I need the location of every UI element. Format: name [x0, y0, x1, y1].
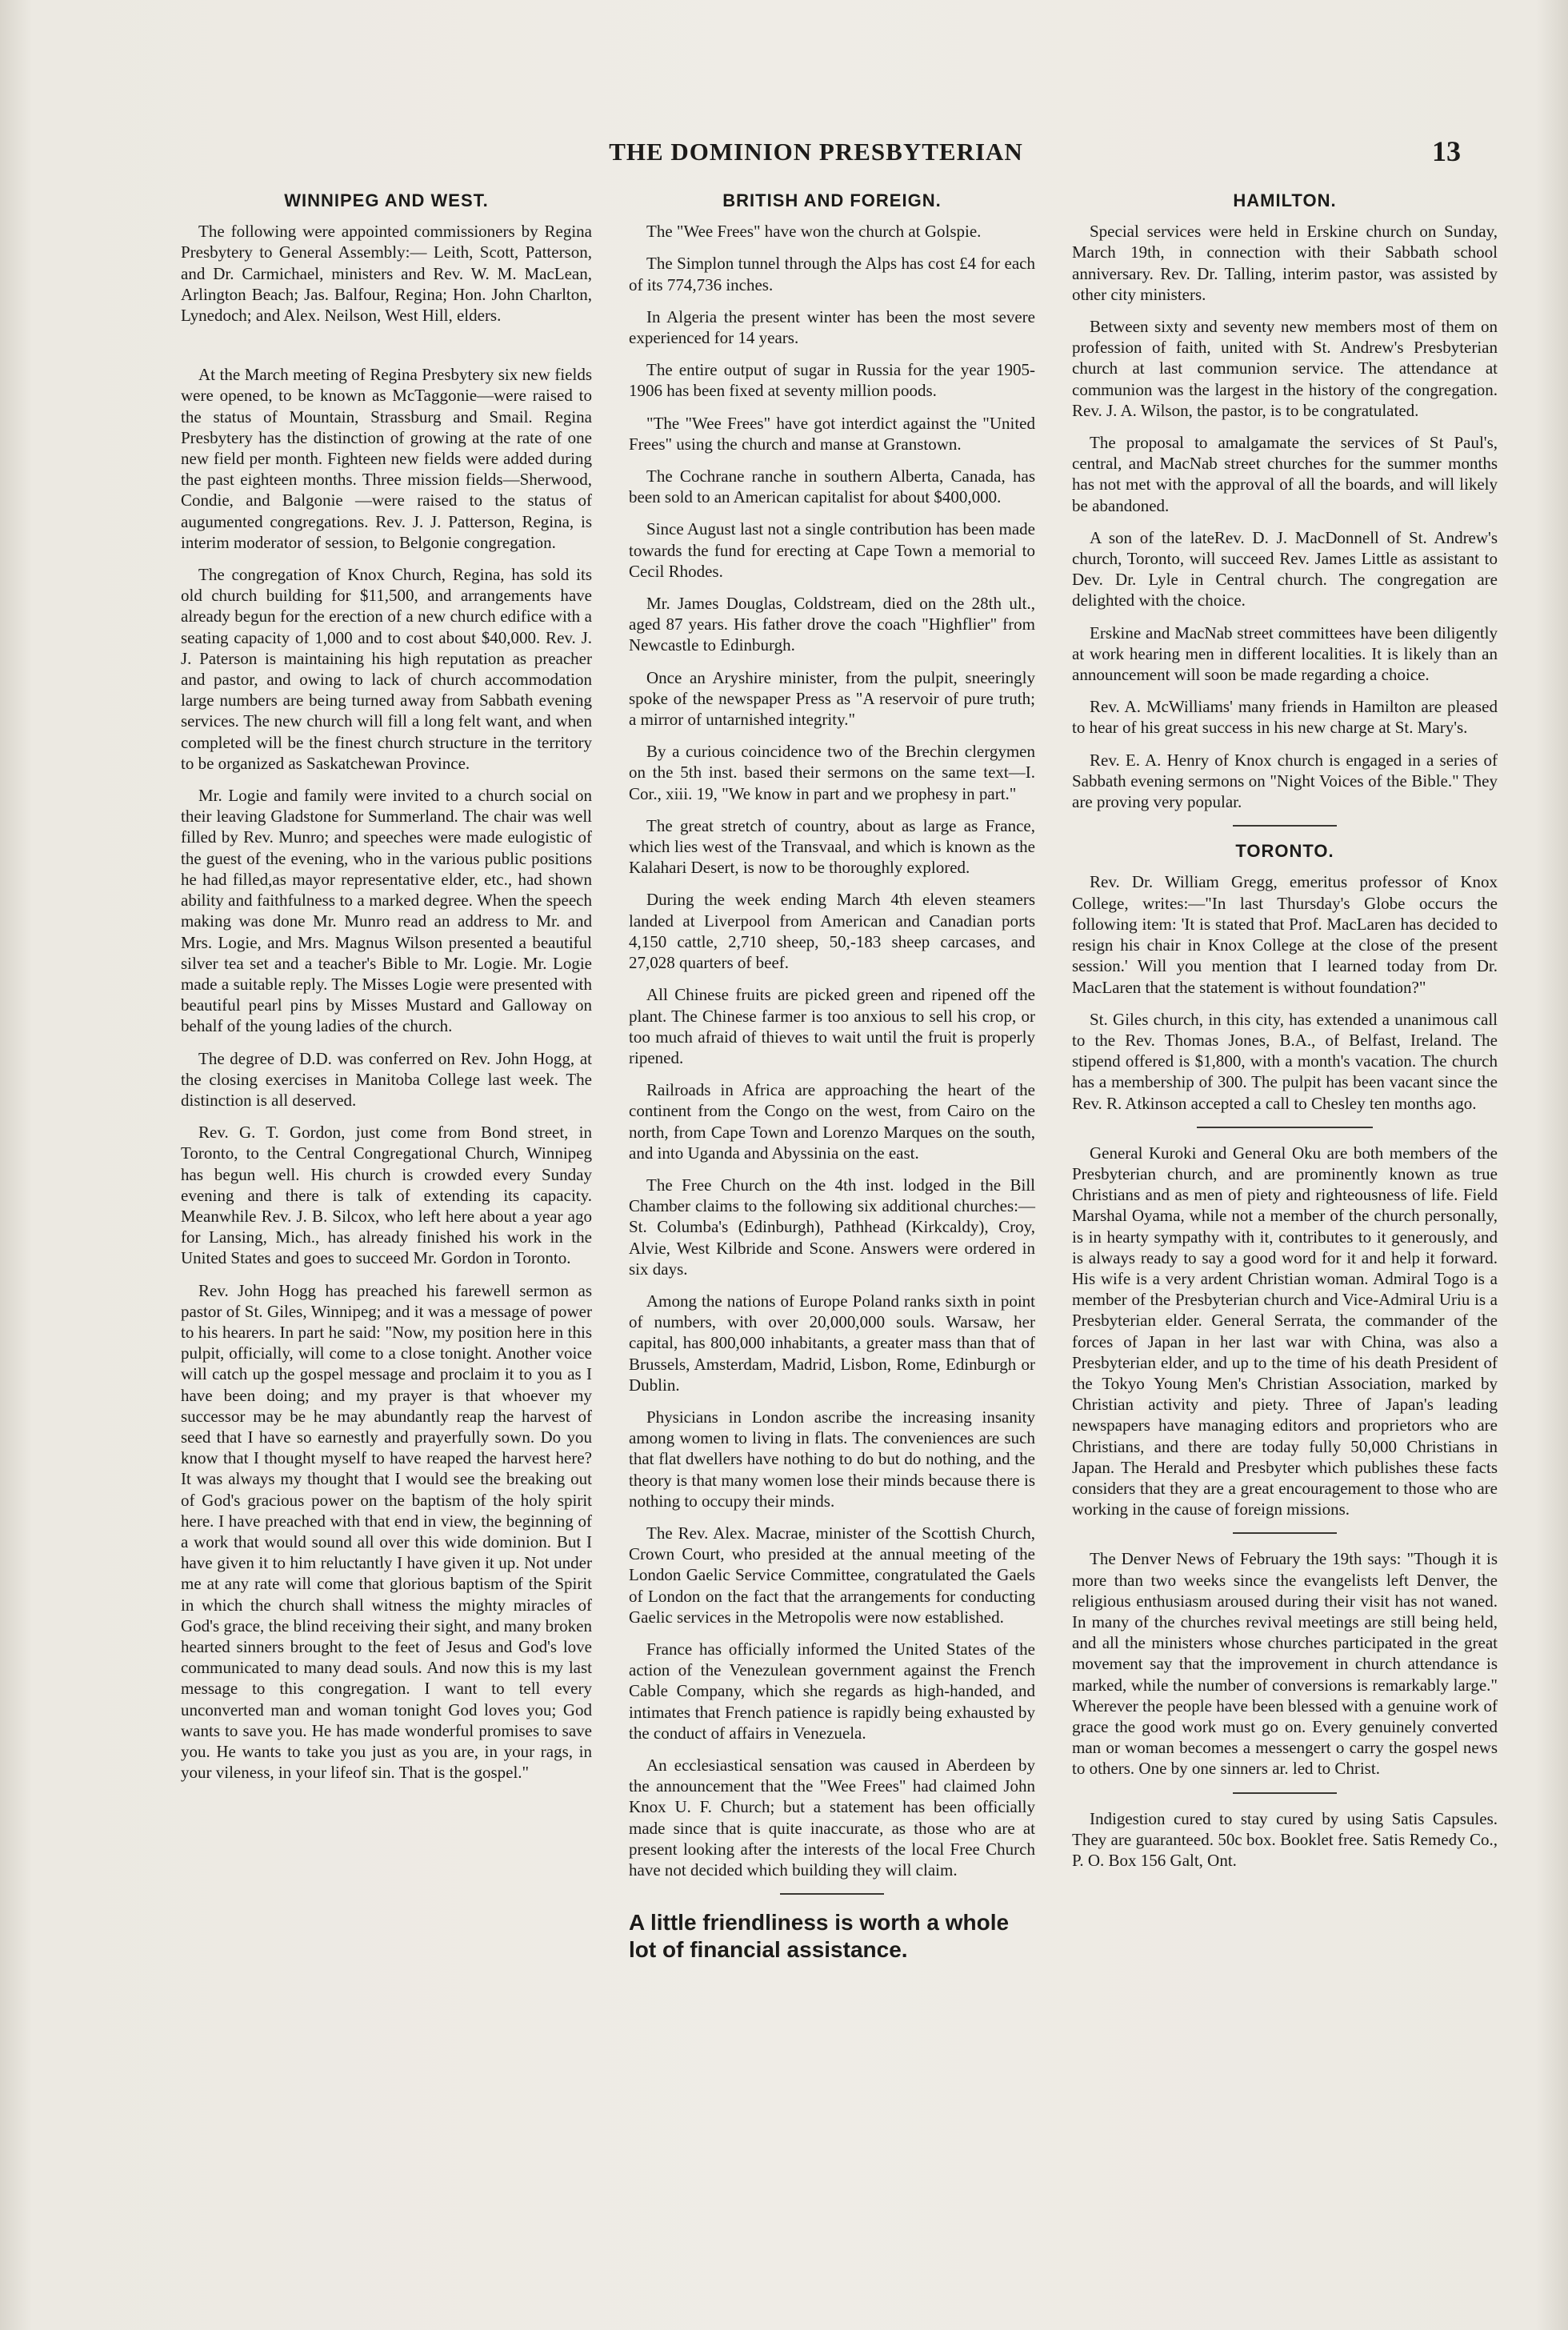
article-paragraph: Rev. A. McWilliams' many friends in Hamilton are pleased to hear of his great success in his new charge at St. Mary's. [1072, 697, 1498, 738]
article-paragraph: During the week ending March 4th eleven steamers landed at Liverpool from American and Canadian ports 4,150 cattle, 2,710 sheep, 50,-183 sheep carcases, and 27,028 quarters of beef. [629, 890, 1035, 973]
divider [780, 1893, 884, 1895]
article-paragraph: Between sixty and seventy new members most of them on profession of faith, united with St. Andrew's Presbyterian church at last communion service. The attendance at communion was the largest in the history of the congregation. Rev. J. A. Wilson, the pastor, is to be congratulated. [1072, 317, 1498, 420]
article-paragraph: Once an Aryshire minister, from the pulpit, sneeringly spoke of the newspaper Press as "A reservoir of pure truth; a mirror of untarnished integrity." [629, 667, 1035, 730]
article-paragraph: The following were appointed commissioners by Regina Presbytery to General Assembly:— Leith, Scott, Patterson, and Dr. Carmichael, ministers and Rev. W. M. MacLean, Arlington Beach; Jas. Balfour, Regina; Hon. John Charlton, Lynedoch; and Alex. Neilson, West Hill, elders. [181, 222, 592, 326]
article-paragraph: By a curious coincidence two of the Brechin clergymen on the 5th inst. based their sermons on the same text—I. Cor., xiii. 19, "We know in part and we prophesy in part." [629, 742, 1035, 803]
article-paragraph: The proposal to amalgamate the services of St Paul's, central, and MacNab street churches for the summer months has not met with the approval of all the boards, and will likely be abandoned. [1072, 433, 1498, 515]
article-paragraph: Mr. James Douglas, Coldstream, died on the 28th ult., aged 87 years. His father drove the coach "Highflier" from Newcastle to Edinburgh. [629, 594, 1035, 655]
article-paragraph: The Denver News of February the 19th says: "Though it is more than two weeks since the evangelists left Denver, the religious enthusiasm aroused during their visit has not waned. In many of the churches revival meetings are still being held, and all the ministers whose churches participated in the great movement say that the improvement in church attendance is marked, while the number of conversions is remarkably large." Wherever the people have been blessed with a genuine work of grace the good work must go on. Every genuinely converted man or woman becomes a messengert o carry the gospel news to others. One by one sinners ar. led to Christ. [1072, 1549, 1498, 1779]
article-paragraph: Erskine and MacNab street committees have been diligently at work hearing men in different localities. It is likely than an announcement will soon be made regarding a choice. [1072, 623, 1498, 685]
article-paragraph: "The "Wee Frees" have got interdict against the "United Frees" using the church and manse at Granstown. [629, 413, 1035, 454]
divider [1233, 1532, 1337, 1534]
article-paragraph: The degree of D.D. was conferred on Rev. John Hogg, at the closing exercises in Manitoba College last week. The distinction is all deserved. [181, 1048, 592, 1110]
page-title: THE DOMINION PRESBYTERIAN [609, 138, 1023, 166]
article-paragraph: France has officially informed the United States of the action of the Venezulean government against the French Cable Company, which she regards as high-handed, and intimates that French patience is rapidly being exhausted by the conduct of affairs in Venezuela. [629, 1639, 1035, 1743]
article-paragraph: Physicians in London ascribe the increasing insanity among women to living in flats. The conveniences are such that flat dwellers have nothing to do but do nothing, and the theory is that many women lose their minds because there is nothing to occupy their minds. [629, 1407, 1035, 1511]
article-paragraph: The Simplon tunnel through the Alps has cost £4 for each of its 774,736 inches. [629, 254, 1035, 294]
article-paragraph: Since August last not a single contribution has been made towards the fund for erecting at Cape Town a memorial to Cecil Rhodes. [629, 519, 1035, 581]
article-paragraph: The congregation of Knox Church, Regina, has sold its old church building for $11,500, and arrangements have already begun for the erection of a new church edifice with a seating capacity of 1,000 and to cost about $40,000. Rev. J. J. Paterson is maintaining his high reputation as preacher and pastor, and owing to lack of church accommodation large numbers are being turned away from Sabbath evening services. The new church will fill a long felt want, and when completed will be the finest church structure in the territory to be organized as Saskatchewan Province. [181, 565, 592, 773]
article-paragraph: Rev. John Hogg has preached his farewell sermon as pastor of St. Giles, Winnipeg; and it was a message of power to his hearers. In part he said: "Now, my position here in this pulpit, officially, will come to a close tonight. Another voice will catch up the gospel message and proclaim it to you as I have been doing; and my prayer is that whoever my successor may be he may abundantly reap the harvest of seed that I have so earnestly and prayerfully sown. Do you know that I thought myself to have reaped the harvest here? It was always my thought that I would see the breaking out of God's gracious power on the baptism of the holy spirit here. I have preached with that end in view, the beginning of a work that would sound all over this wide dominion. But I have given it to him reluctantly I have given it up. Not under me at any rate will come that glorious baptism of the Spirit in which the church shall witness the mighty miracles of God's grace, the blind receiving their sight, and many broken hearted sinners brought to the feet of Jesus and God's love communicated to many dead souls. And now this is my last message to this congregation. I want to tell every unconverted man and woman tonight God loves you; God wants to save you. He has made wonderful promises to save you. He wants to take you just as you are, in your rags, in your vileness, in your lifeof sin. That is the gospel." [181, 1280, 592, 1783]
article-paragraph: Rev. G. T. Gordon, just come from Bond street, in Toronto, to the Central Congregational Church, Winnipeg has begun well. His church is crowded every Sunday evening and there is talk of extending its capacity. Meanwhile Rev. J. B. Silcox, who left here about a year ago for Lansing, Mich., has already finished his work in the United States and goes to succeed Mr. Gordon in Toronto. [181, 1123, 592, 1268]
article-paragraph: In Algeria the present winter has been the most severe experienced for 14 years. [629, 306, 1035, 348]
article-paragraph: All Chinese fruits are picked green and ripened off the plant. The Chinese farmer is too anxious to sell his crop, or too much afraid of thieves to wait until the fruit is properly ripened. [629, 985, 1035, 1067]
article-paragraph: Railroads in Africa are approaching the heart of the continent from the Congo on the west, from Cairo on the north, from Cape Town and Lorenzo Marques on the south, and into Uganda and Abyssinia on the east. [629, 1080, 1035, 1163]
article-paragraph: Special services were held in Erskine church on Sunday, March 19th, in connection with their Sabbath school anniversary. Rev. Dr. Talling, interim pastor, was assisted by other city ministers. [1072, 222, 1498, 304]
article-paragraph: Rev. Dr. William Gregg, emeritus professor of Knox College, writes:—"In last Thursday's Globe occurs the following item: 'It is stated that Prof. MacLaren has decided to resign his chair in Knox College at the close of the present session.' Will you mention that I learned today from Dr. MacLaren that the statement is without foundation?" [1072, 872, 1498, 997]
article-paragraph: The entire output of sugar in Russia for the year 1905-1906 has been fixed at seventy million poods. [629, 360, 1035, 401]
article-paragraph: Among the nations of Europe Poland ranks sixth in point of numbers, with over 20,000,000 souls. Warsaw, her capital, has 800,000 inhabitants, a greater mass than that of Brussels, Amsterdam, Madrid, Lisbon, Rome, Edinburgh or Dublin. [629, 1291, 1035, 1395]
section-heading-hamilton: HAMILTON. [1233, 190, 1337, 210]
article-paragraph: At the March meeting of Regina Presbytery six new fields were opened, to be known as McTaggonie—were raised to the status of Mountain, Strassburg and Smail. Regina Presbytery has the distinction of growing at the rate of one new field per month. Fighteen new fields were added during the past eighteen months. Three mission fields—Sherwood, Condie, and Balgonie —were raised to the status of augumented congregations. Rev. J. J. Patterson, Regina, is interim moderator of session, to Belgonie congregation. [181, 365, 592, 552]
article-paragraph: The Rev. Alex. Macrae, minister of the Scottish Church, Crown Court, who presided at the annual meeting of the London Gaelic Service Committee, congratulated the Gaels of London on the fact that the arrangements for conducting Gaelic services in the Metropolis were now established. [629, 1523, 1035, 1627]
divider [1197, 1127, 1373, 1128]
article-paragraph: An ecclesiastical sensation was caused in Aberdeen by the announcement that the "Wee Frees" had claimed John Knox U. F. Church; but a statement has been officially made since that is quite inaccurate, as those who are at present looking after the interests of the local Free Church have not decided which building they will claim. [629, 1756, 1035, 1880]
article-paragraph: St. Giles church, in this city, has extended a unanimous call to the Rev. Thomas Jones, B.A., of Belfast, Ireland. The stipend offered is $1,800, with a month's vacation. The church has a membership of 300. The pulpit has been vacant since the Rev. R. Atkinson accepted a call to Chesley ten months ago. [1072, 1009, 1498, 1113]
divider [1233, 1792, 1337, 1794]
maxim-text: A little friendliness is worth a whole lot of financial assistance. [629, 1910, 1010, 1963]
section-heading-winnipeg: WINNIPEG AND WEST. [284, 190, 489, 210]
article-paragraph: The Cochrane ranche in southern Alberta, Canada, has been sold to an American capitalist for about $400,000. [629, 466, 1035, 507]
column-british-foreign [629, 190, 1035, 1975]
section-heading-british-foreign: BRITISH AND FOREIGN. [722, 190, 942, 210]
divider [1233, 825, 1337, 827]
advertisement-satis-capsules: Indigestion cured to stay cured by using Satis Capsules. They are guaranteed. 50c box. Booklet free. Satis Remedy Co., P. O. Box 156 Galt, Ont. [1072, 1808, 1498, 1871]
article-paragraph: The great stretch of country, about as large as France, which lies west of the Transvaal, and which is known as the Kalahari Desert, is now to be thoroughly explored. [629, 815, 1035, 878]
section-heading-toronto: TORONTO. [1235, 841, 1334, 862]
column-winnipeg [181, 190, 592, 1794]
column-hamilton-toronto [1072, 190, 1498, 1882]
article-paragraph: A son of the lateRev. D. J. MacDonnell of St. Andrew's church, Toronto, will succeed Rev. James Little as assistant to Dev. Dr. Lyle in Central church. The congregation are delighted with the choice. [1072, 527, 1498, 611]
friendliness-maxim [629, 1909, 1035, 1964]
article-paragraph: Mr. Logie and family were invited to a church social on their leaving Gladstone for Summerland. The chair was well filled by Rev. Munro; and speeches were made eulogistic of the guest of the evening, who in the various public positions he had filled,as mayor representative elder, etc., had shown ability and faithfulness to a marked degree. When the speech making was done Mr. Munro read an address to Mr. and Mrs. Logie, and Mrs. Magnus Wilson presented a beautiful silver tea set and a teacher's Bible to Mr. Logie. Mr. Logie made a suitable reply. The Misses Logie were presented with beautiful pearl pins by Misses Mustard and Galloway on behalf of the young ladies of the church. [181, 786, 592, 1036]
article-paragraph: Rev. E. A. Henry of Knox church is engaged in a series of Sabbath evening sermons on "Night Voices of the Bible." They are proving very popular. [1072, 750, 1498, 812]
article-paragraph: The "Wee Frees" have won the church at Golspie. [646, 222, 982, 242]
article-paragraph: General Kuroki and General Oku are both members of the Presbyterian church, and are prominently known as true Christians and as men of piety and righteousness of life. Field Marshal Oyama, while not a member of the church personally, is in hearty sympathy with it, contributes to it generously, and is always ready to say a good word for it and help it forward. His wife is a very ardent Christian woman. Admiral Togo is a member of the Presbyterian church and Vice-Admiral Uriu is a Presbyterian elder. General Serrata, the commander of the forces of Japan in her last war with China, was also a Presbyterian elder, and up to the time of his death President of the Tokyo Young Men's Christian Association, marked by Christian activity and piety. Three of Japan's leading newspapers have managing editors and proprietors who are Christians, and there are today fully 50,000 Christians in Japan. The Herald and Presbyter which publishes these facts considers that they are a great encouragement to those who are working in the cause of foreign missions. [1072, 1143, 1498, 1519]
page-number: 13 [1432, 135, 1461, 167]
article-paragraph: The Free Church on the 4th inst. lodged in the Bill Chamber claims to the following six additional churches:—St. Columba's (Edinburgh), Pathhead (Kirkcaldy), Croy, Alvie, West Kilbride and Scone. Answers were ordered in six days. [629, 1175, 1035, 1279]
